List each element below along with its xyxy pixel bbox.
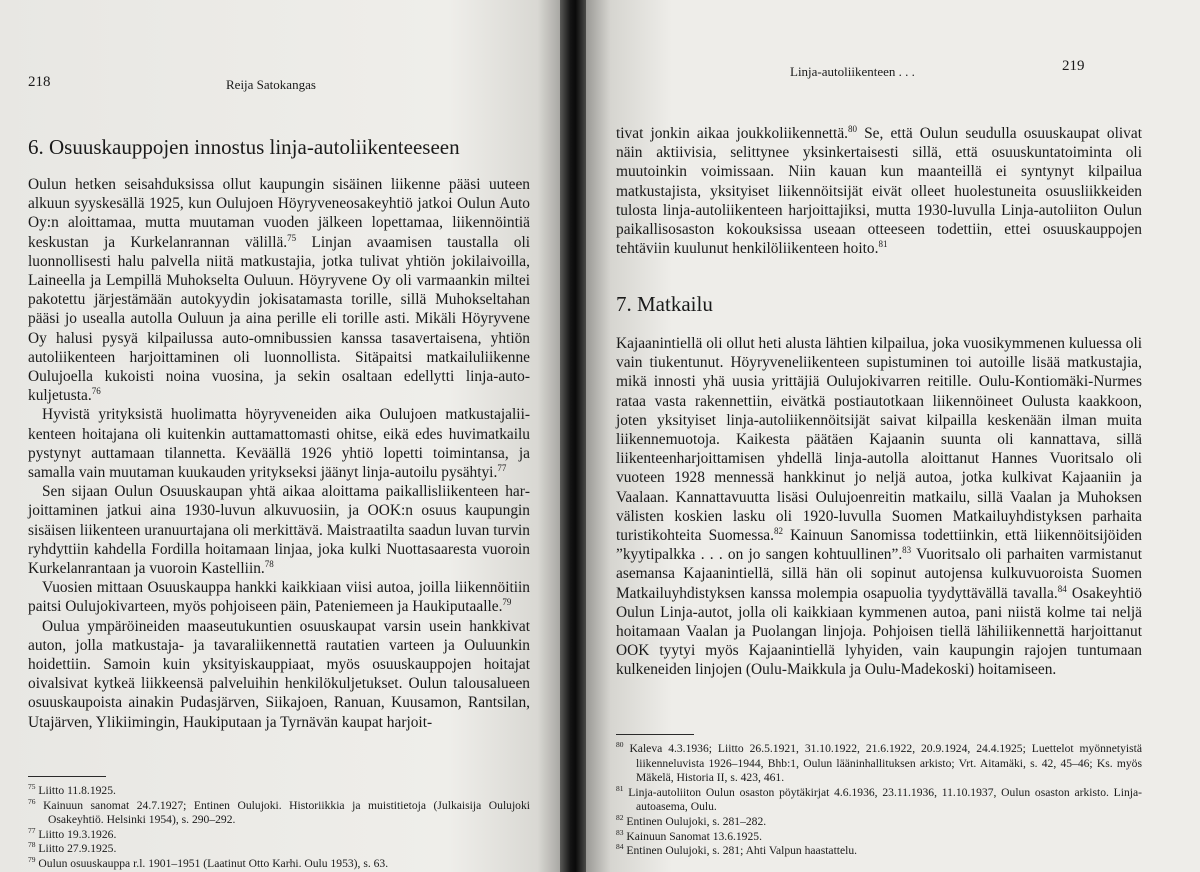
page-number: 218 — [28, 74, 51, 90]
footnote: $^{76}$ Kainuun sanomat 24.7.1927; Entinen Oulujoki. Historiikkia ja muistitietoja (Julkaisija Oulujoki Osakeyhtiö. Helsinki 1954), s. 290–292. — [28, 796, 530, 827]
page-number: 219 — [1062, 58, 1085, 74]
footnote-ref: 81 — [878, 239, 888, 250]
paragraph: tivat jonkin aikaa joukkoliikennettä.$^{80}$ Se, että Oulun seudulla osuuskaupat olivat näin aktiivisia, selittynee yksinkertaisesti sillä, että osuuskuntatoiminta oli muutoinkin voimissaan. Niin kauan kun maanteillä ei syntynyt kilpailua matkustajista, yksityiset liikennöitsijät eivät olleet huolestuneita osuusliikkeiden tulosta linja-autoliikenteen harjoittajiksi, mutta 1930-luvulla Linja-autoliiton Oulun paikallisosaston kokouksissa useaan otteeseen todettiin, ettei osuuskauppojen tehtäviin kuulunut henkilöliikenteen hoito.$^{81}$ — [616, 123, 1142, 258]
footnote-ref: 80 — [848, 123, 858, 134]
footnote-ref: 76 — [91, 386, 101, 397]
section-title: 7. Matkailu — [616, 292, 713, 316]
footnotes — [28, 784, 530, 872]
footnote: $^{81}$ Linja-autoliiton Oulun osaston pöytäkirjat 4.6.1936, 23.11.1936, 11.10.1937, Oulun osaston arkisto. Linja-autoasema, Oulu. — [616, 783, 1143, 814]
footnote: $^{79}$ Oulun osuuskauppa r.l. 1901–1951 (Laatinut Otto Karhi. Oulu 1953), s. 63. — [28, 855, 389, 870]
footnote-ref: 83 — [902, 545, 912, 556]
footnote-ref: 84 — [1057, 583, 1067, 594]
running-head: Linja-autoliikenteen . . . — [790, 64, 915, 79]
footnote: $^{82}$ Entinen Oulujoki, s. 281–282. — [616, 813, 767, 828]
body-text — [28, 175, 530, 732]
paragraph: Oulun hetken seisahduksissa ollut kaupungin sisäinen liikenne pääsi uuteen alkuun syyskesällä 1925, kun Oulujoen Höyryveneosakeyhtiö jatkoi Oulun Auto Oy:n aloittamaa, mutta muutaman vuoden jälkeen lopettamaa, liikennöintiä keskustan ja Kurkelanrannan välillä.$^{75}$ Linjan avaamisen taustalla oli luonnollisesti halu palvella niitä matkustajia, jotka tulivat yhtiön jokilaivoilla, Laineella ja Lempillä Muhokselta Ouluun. Höyryvene Oy oli varmaankin miltei pakotettu järjestämään autokyydin jokisatamasta torille, sillä Muhokseltahan pääsi jo usealla autolla Ouluun ja aina perille eli torille asti. Mikäli Höyryvene Oy halusi pysyä kilpailussa auto-omnibussien kanssa tasavertaisena, yhtiön autoliikenteen harjoittaminen oli luonnollista. Sitäpaitsi matkailuliikenne Oulujoella kukoisti noina vuosina, ja sekin osaltaan edellytti linja-autokuljetusta.$^{76}$ — [28, 176, 531, 405]
body-text — [616, 334, 1142, 680]
footnote: $^{80}$ Kaleva 4.3.1936; Liitto 26.5.1921, 31.10.1922, 21.6.1922, 20.9.1924, 24.4.1925; Luettelot myönnetyistä liikenneluvista 1926–1944, Bhb:1, Oulun lääninhallituksen arkisto; Vrt. Aitamäki, s. 42, 45–46; Ks. myös Mäkelä, Historia II, s. 423, 461. — [616, 740, 1142, 785]
footnote-ref: 77 — [497, 462, 507, 473]
paragraph: Vuosien mittaan Osuuskauppa hankki kaikkiaan viisi autoa, joilla liikennöitiin paitsi Oulujokivarteen, myös pohjoiseen päin, Pateniemeen ja Haukiputaalle.$^{79}$ — [28, 579, 530, 616]
left-page — [0, 0, 560, 872]
footnote-rule — [28, 776, 106, 777]
paragraph: Kajaanintiellä oli ollut heti alusta lähtien kilpailua, joka vuosikymmenen kuluessa oli vain tiukentunut. Höyryveneliikenteen supistuminen toi autoille lisää matkustajia, mikä innosti yhä uusia yrittäjiä Oulujokivarren reitille. Oulu-Kontiomäki-Nurmes rataa vasta rakennettiin, eivätkä postiautotkaan liikennöineet Oulusta kaakkoon, joten yksityiset linja-autoliikennöitsijät saivat kilpailla keskenään ilman muita liikennemuotoja. Kaikesta päätäen Kajaanin suunta oli kannattava, sillä liikenteenharjoittamisen yhdellä linja-autolla aloittanut Hannes Vuoritsalo oli vuoteen 1928 mennessä hankkinut jo neljä autoa, jotka kulkivat Kajaaniin ja Vaalaan. Kannattavuutta lisäsi Oulujoenreitin matkailu, sillä Vaalan ja Muhoksen välisten koskien lasku oli 1920-luvulla Suomen Matkailuyhdistyksen parhaita turistikohteita Suomessa.$^{82}$ Kainuun Sanomissa todettiinkin, että liikennöitsijöiden ”kyytipalkka . . . on jo sangen kohtuullinen”.$^{83}$ Vuoritsalo oli parhaiten varmistanut asemansa Kajaanintiellä, sillä hän oli sopinut autojensa kulkuvuoroista Suomen Matkailuyhdistyksen kanssa molempia osapuolia tyydyttävällä tavalla.$^{84}$ Osakeyhtiö Oulun Linja-autot, jolla oli kaikkiaan kymmenen autoa, pani niistä kolme tai neljä hoitamaan Vaalan ja Puolangan linjoja. Pohjoisen tiellä lähiliikennettä harjoittanut OOK tyytyi myös Kajaanintiellä lyhyiden, vain kaupungin rajojen tuntumaan kulkeneiden linjojen (Oulu-Maikkula ja Oulu-Madekoski) hoitamiseen. — [616, 335, 1142, 679]
footnotes — [616, 742, 1142, 859]
paragraph: Hyvistä yrityksistä huolimatta höyryveneiden aika Oulujoen matkustajaliikenteen hoitajana oli kuitenkin auttamattomasti ohitse, eikä edes huvimatkailu pystynyt auttamaan tilannetta. Keväällä 1926 yhtiö lopetti toimintansa, ja samalla vain muutaman kuukauden yritykseksi jäänyt linja-autoilu pysähtyi.$^{77}$ — [28, 406, 530, 482]
section-title: 6. Osuuskauppojen innostus linja-autoliikenteeseen — [28, 135, 460, 159]
running-head: Reija Satokangas — [226, 77, 316, 92]
book-spine — [560, 0, 586, 872]
footnote: $^{75}$ Liitto 11.8.1925. — [28, 782, 116, 797]
footnote-ref: 79 — [502, 597, 512, 608]
paragraph: Sen sijaan Oulun Osuuskaupan yhtä aikaa aloittama paikallisliikenteen harjoittaminen jatkui aina 1930-luvun alkuvuosiin, ja OOK:n osuus kaupungin sisäisen liikenteen uranuurtajana oli merkittävä. Maistraatilta saadun luvan turvin ryhdyttiin kahdella Fordilla hoitamaan linjaa, joka kulki Nuottasaaresta vuoroin Kurkelanrantaan ja vuoroin Kastelliin.$^{78}$ — [28, 483, 530, 578]
footnote-ref: 82 — [773, 525, 783, 536]
body-text — [616, 124, 1142, 258]
footnote: $^{84}$ Entinen Oulujoki, s. 281; Ahti Valpun haastattelu. — [616, 842, 858, 858]
footnote: $^{83}$ Kainuun Sanomat 13.6.1925. — [616, 827, 762, 843]
footnote-ref: 75 — [287, 232, 297, 243]
right-page — [586, 0, 1200, 872]
footnote: $^{77}$ Liitto 19.3.1926. — [28, 825, 117, 841]
footnote: $^{78}$ Liitto 27.9.1925. — [28, 840, 117, 856]
footnote-rule — [616, 734, 694, 735]
footnote-ref: 78 — [264, 558, 274, 569]
paragraph: Oulua ympäröineiden maaseutukuntien osuuskaupat varsin usein hankkivat auton, jolla matkustaja- ja tavaraliikennettä rautatien varteen ja Ouluunkin hoidettiin. Samoin kuin yksityiskauppiaat, myös osuuskauppojen hoitajat oivalsivat kytkeä liikkeensä palveluihin henkilökuljetukset. Oulun talousalueen osuuskaupoista ainakin Pudasjärven, Siikajoen, Ranuan, Kuusamon, Rantsilan, Utajärven, Ylikiimingin, Haukiputaan ja Tyrnävän kaupat harjoit- — [28, 617, 530, 731]
